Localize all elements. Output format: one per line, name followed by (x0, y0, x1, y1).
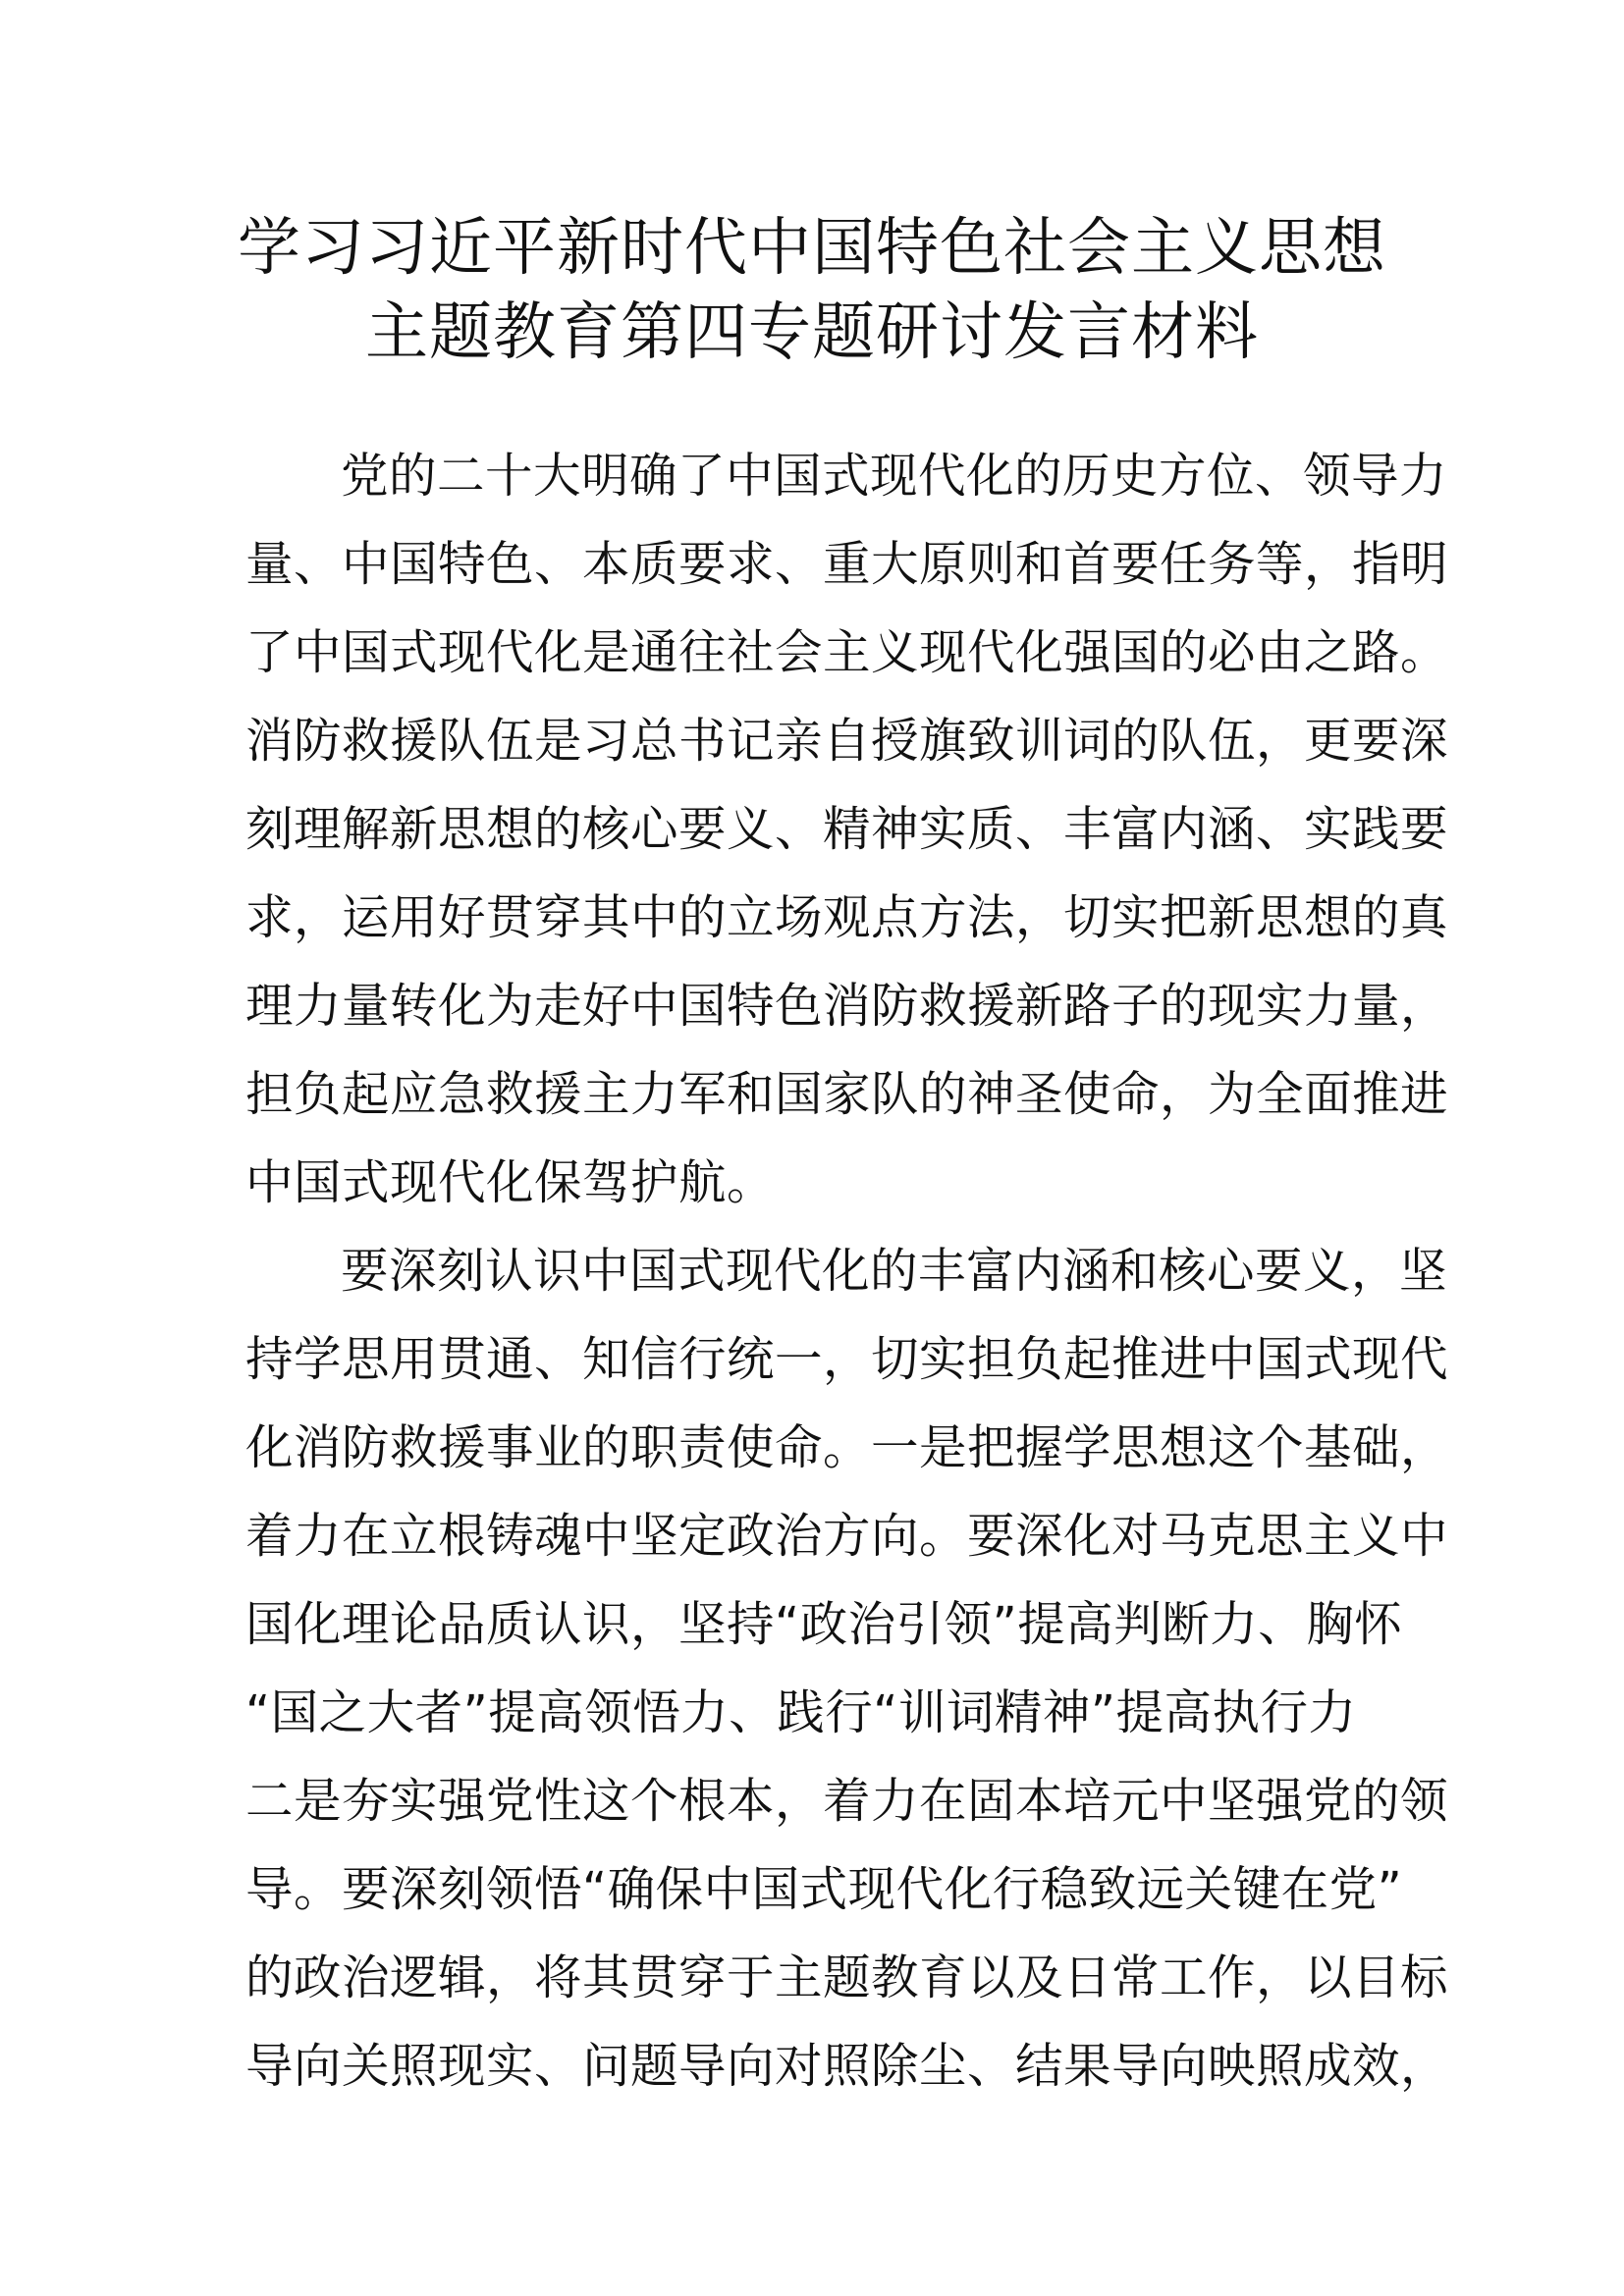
document-title (0, 206, 1624, 375)
paragraph-line: 导向关照现实、问题导向对照除尘、结果导向映照成效， (245, 2039, 1449, 2094)
paragraph-1 (245, 432, 1449, 1227)
paragraph-line: 二是夯实强党性这个根本，着力在固本培元中坚强党的领 (245, 1774, 1449, 1829)
title-line-2: 主题教育第四专题研讨发言材料 (365, 296, 1259, 369)
paragraph-line: 着力在立根铸魂中坚定政治方向。要深化对马克思主义中 (245, 1509, 1449, 1564)
paragraph-line: 化消防救援事业的职责使命。一是把握学思想这个基础， (245, 1420, 1449, 1475)
paragraph-line: 国化理论品质认识，坚持“政治引领”提高判断力、胸怀 (245, 1597, 1403, 1652)
paragraph-line: 求，运用好贯穿其中的立场观点方法，切实把新思想的真 (245, 890, 1449, 945)
title-line-1: 学习习近平新时代中国特色社会主义思想 (238, 212, 1386, 285)
paragraph-line: 理力量转化为走好中国特色消防救援新路子的现实力量， (245, 979, 1449, 1034)
paragraph-line: 量、中国特色、本质要求、重大原则和首要任务等，指明 (245, 537, 1449, 592)
paragraph-line: 了中国式现代化是通往社会主义现代化强国的必由之路。 (245, 625, 1449, 680)
paragraph-line: 要深刻认识中国式现代化的丰富内涵和核心要义，坚 (341, 1244, 1448, 1299)
paragraph-line: 持学思用贯通、知信行统一，切实担负起推进中国式现代 (245, 1332, 1449, 1387)
document-body (245, 432, 1449, 2110)
paragraph-line: 党的二十大明确了中国式现代化的历史方位、领导力 (341, 449, 1448, 504)
paragraph-line: 的政治逻辑，将其贯穿于主题教育以及日常工作，以目标 (245, 1950, 1449, 2005)
paragraph-line: “国之大者”提高领悟力、践行“训词精神”提高执行力 (245, 1685, 1357, 1740)
paragraph-2 (245, 1227, 1449, 2110)
paragraph-line: 担负起应急救援主力军和国家队的神圣使命，为全面推进 (245, 1067, 1449, 1122)
paragraph-line: 消防救援队伍是习总书记亲自授旗致训词的队伍，更要深 (245, 714, 1449, 769)
paragraph-line: 刻理解新思想的核心要义、精神实质、丰富内涵、实践要 (245, 802, 1449, 857)
paragraph-line: 中国式现代化保驾护航。 (245, 1155, 776, 1210)
paragraph-line: 导。要深刻领悟“确保中国式现代化行稳致远关键在党” (245, 1862, 1403, 1917)
